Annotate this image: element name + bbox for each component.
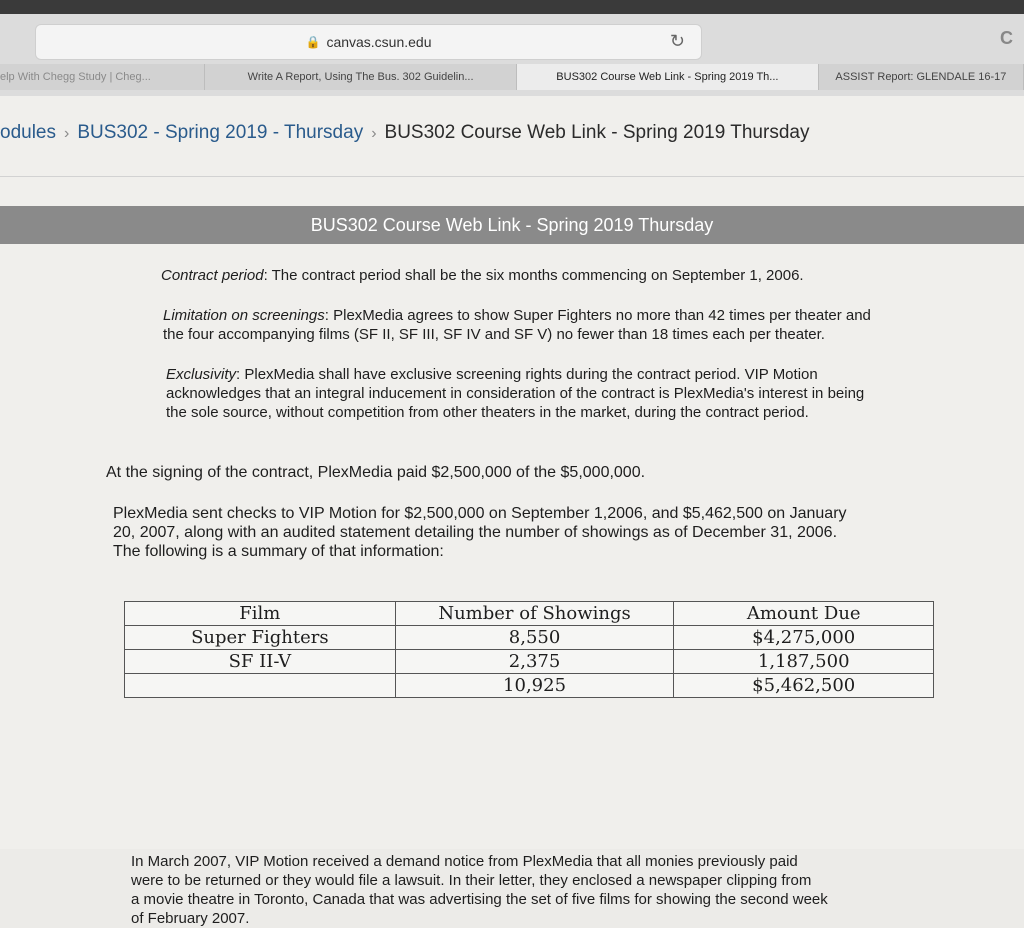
table-cell: 10,925 [395,674,674,698]
table-header-cell: Film [125,602,396,626]
tab-label: ASSIST Report: GLENDALE 16-17 [835,71,1007,83]
toolbar-fragment: C [1000,28,1013,48]
contract-period-text: : The contract period shall be the six months commencing on September 1, 2006. [263,267,804,284]
reload-icon[interactable]: ↻ [669,31,685,51]
tab-assist-report[interactable] [819,64,1024,90]
tab-label: Write A Report, Using The Bus. 302 Guidelin... [247,71,474,83]
breadcrumb [0,122,809,144]
checks-text: The following is a summary of that information: [113,543,444,560]
tab-chegg[interactable] [0,64,205,90]
exclusivity-text: acknowledges that an integral inducement in consideration of the contract is PlexMedia's interest in being [166,385,865,402]
march-text: In March 2007, VIP Motion received a demand notice from PlexMedia that all monies previously paid [131,853,798,870]
table-row [125,626,934,650]
exclusivity-paragraph [166,365,864,422]
tab-label: elp With Chegg Study | Cheg... [0,71,151,83]
exclusivity-text: the sole source, without competition from other theaters in the market, during the contract period. [166,404,809,421]
lock-icon: 🔒 [305,35,321,49]
exclusivity-text: : PlexMedia shall have exclusive screening rights during the contract period. VIP Motion [236,366,818,383]
contract-period-label: Contract period [161,267,264,284]
table-cell: $5,462,500 [674,674,934,698]
tab-course-web-link[interactable] [517,64,819,90]
browser-chrome [0,14,1024,97]
table-header-cell: Number of Showings [395,602,674,626]
tab-write-report[interactable] [205,64,517,90]
page-title-bar [0,206,1024,244]
table-cell [125,674,396,698]
march-text: a movie theatre in Toronto, Canada that was advertising the set of five films for showing the second week [131,891,828,908]
exclusivity-label: Exclusivity [166,366,237,383]
checks-text: 20, 2007, along with an audited statement detailing the number of showings as of December 31, 2006. [113,524,838,541]
table-cell: 2,375 [395,650,674,674]
contract-period-paragraph [161,266,804,285]
table-row [125,674,934,698]
page-content [0,96,1024,927]
table-row [125,650,934,674]
url-text: canvas.csun.edu [326,34,432,50]
table-cell: SF II-V [125,650,396,674]
table-cell: $4,275,000 [674,626,934,650]
table-cell: 1,187,500 [674,650,934,674]
march-paragraph [131,852,828,928]
table-header-row [125,602,934,626]
table-cell: 8,550 [395,626,674,650]
march-text: of February 2007. [131,910,250,927]
checks-paragraph [113,504,847,561]
tab-label: BUS302 Course Web Link - Spring 2019 Th... [556,71,779,83]
tab-strip [0,64,1024,92]
chevron-right-icon: › [371,125,377,142]
limitation-paragraph [163,306,871,344]
march-text: were to be returned or they would file a lawsuit. In their letter, they enclosed a newspaper clipping from [131,872,812,889]
table-header-cell: Amount Due [674,602,934,626]
showings-summary-table [124,601,934,698]
address-bar[interactable] [35,24,702,60]
limitation-label: Limitation on screenings [163,307,325,324]
signing-paragraph: At the signing of the contract, PlexMedia paid $2,500,000 of the $5,000,000. [106,464,646,481]
limitation-text: the four accompanying films (SF II, SF III, SF IV and SF V) no fewer than 18 times each per theater. [163,326,825,343]
checks-text: PlexMedia sent checks to VIP Motion for $2,500,000 on September 1,2006, and $5,462,500 on January [113,505,847,522]
breadcrumb-current: BUS302 Course Web Link - Spring 2019 Thursday [384,122,810,143]
divider [0,176,1024,177]
limitation-text: : PlexMedia agrees to show Super Fighters no more than 42 times per theater and [324,307,871,324]
breadcrumb-modules[interactable]: odules [0,122,56,143]
breadcrumb-course[interactable]: BUS302 - Spring 2019 - Thursday [77,122,364,143]
page-title: BUS302 Course Web Link - Spring 2019 Thursday [310,214,714,235]
chevron-right-icon: › [64,125,70,142]
table-cell: Super Fighters [125,626,396,650]
